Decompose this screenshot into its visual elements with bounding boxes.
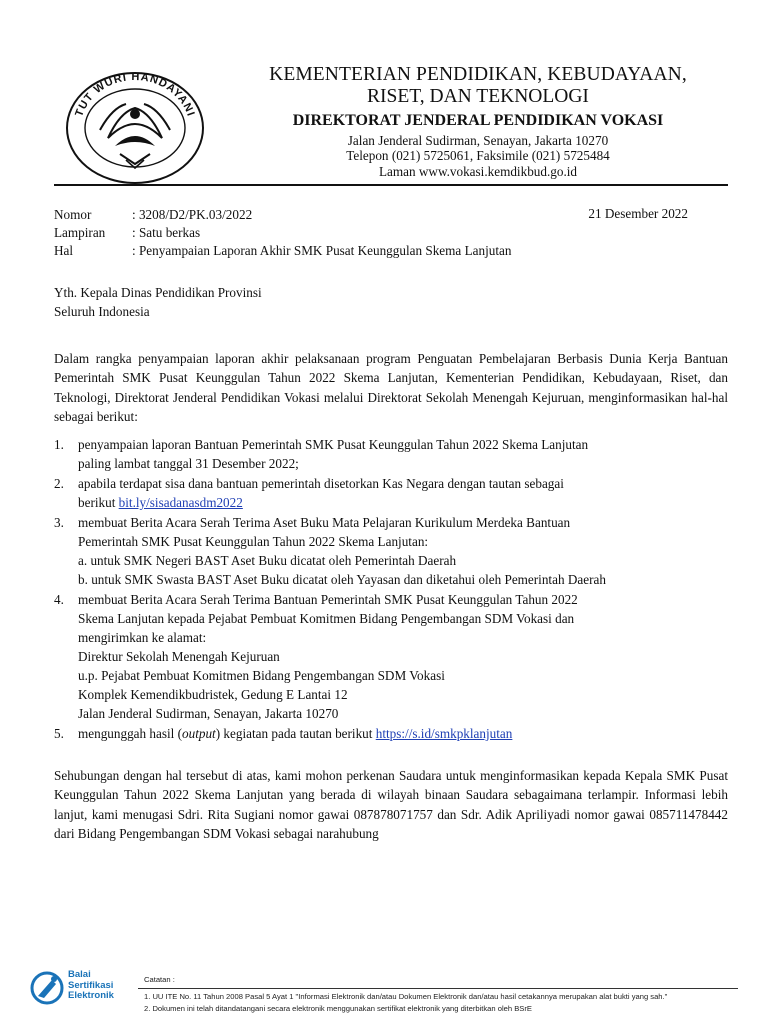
letterhead-website: Laman www.vokasi.kemdikbud.go.id <box>378 164 578 179</box>
item-5-output: output <box>182 726 216 741</box>
lampiran-value: : Satu berkas <box>132 225 201 240</box>
letterhead-address: Jalan Jenderal Sudirman, Senayan, Jakarta 10270 <box>347 133 609 148</box>
footer-catatan: Catatan : <box>144 975 175 984</box>
upload-link[interactable]: https://s.id/smkpklanjutan <box>375 726 513 741</box>
nomor-label: Nomor <box>54 207 92 222</box>
ministry-name-line2: RISET, DAN TEKNOLOGI <box>367 86 589 107</box>
recipient-line2: Seluruh Indonesia <box>54 304 150 319</box>
bse-line1: Balai <box>68 969 91 980</box>
lampiran-label: Lampiran <box>54 225 106 240</box>
item-4-number: 4. <box>54 592 64 607</box>
item-4-line5: u.p. Pejabat Pembuat Komitmen Bidang Pengembangan SDM Vokasi <box>78 668 445 683</box>
item-2-line2 <box>78 495 243 511</box>
item-5-line1 <box>78 726 512 742</box>
item-4-line3: mengirimkan ke alamat: <box>78 630 207 645</box>
letterhead-phone: Telepon (021) 5725061, Faksimile (021) 5725484 <box>346 148 610 163</box>
hal-value: : Penyampaian Laporan Akhir SMK Pusat Keunggulan Skema Lanjutan <box>132 243 512 258</box>
item-4-line6: Komplek Kemendikbudristek, Gedung E Lantai 12 <box>78 687 348 702</box>
item-3-line1: membuat Berita Acara Serah Terima Aset Buku Mata Pelajaran Kurikulum Merdeka Bantuan <box>78 515 571 530</box>
footer-note-1: 1. UU ITE No. 11 Tahun 2008 Pasal 5 Ayat 1 "Informasi Elektronik dan/atau Dokumen Elektronik dan/atau hasil cetakannya merupakan alat bukti yang sah." <box>144 992 668 1001</box>
letter-date: 21 Desember 2022 <box>588 206 688 221</box>
closing-paragraph: Sehubungan dengan hal tersebut di atas, kami mohon perkenan Saudara untuk menginformasikan kepada Kepala SMK Pusat Keunggulan Tahun 2022 Skema Lanjutan yang berada di wilayah binaan Saudara sebagaimana terlampir. Informasi lebih lanjut, kami menugasi Sdri. Rita Sugiani nomor gawai 087878071757 dan Sdr. Adik Apriliyadi nomor gawai 085711478442 dari Bidang Pengembangan SDM Vokasi sebagai narahubung <box>54 768 728 841</box>
sisa-dana-link[interactable]: bit.ly/sisadanasdm2022 <box>118 495 243 510</box>
item-4-line7: Jalan Jenderal Sudirman, Senayan, Jakarta 10270 <box>78 706 339 721</box>
tut-wuri-handayani-logo <box>60 68 210 186</box>
intro-paragraph: Dalam rangka penyampaian laporan akhir pelaksanaan program Penguatan Pembelajaran Berbasis Dunia Kerja Bantuan Pemerintah SMK Pusat Keunggulan Tahun 2022 Skema Lanjutan, Kementerian Pendidikan, Kebudayaan, Riset, dan Teknologi, Direktorat Jenderal Pendidikan Vokasi melalui Direktorat Sekolah Menengah Kejuruan, menginformasikan hal-hal sebagai berikut: <box>54 351 728 424</box>
bse-line2: Sertifikasi <box>68 979 114 991</box>
item-2-line1: apabila terdapat sisa dana bantuan pemerintah disetorkan Kas Negara dengan tautan sebagai <box>78 476 564 491</box>
ministry-name-line1: KEMENTERIAN PENDIDIKAN, KEBUDAYAAN, <box>269 64 687 85</box>
item-1-number: 1. <box>54 437 64 452</box>
logo-motto: TUT WURI HANDAYANI <box>73 70 197 119</box>
item-2-number: 2. <box>54 476 64 491</box>
item-4-line1: membuat Berita Acara Serah Terima Bantuan Pemerintah SMK Pusat Keunggulan Tahun 2022 <box>78 592 578 607</box>
bse-line3: Elektronik <box>68 990 114 1001</box>
directorate-name: DIREKTORAT JENDERAL PENDIDIKAN VOKASI <box>292 112 664 129</box>
item-2-prefix: berikut <box>78 495 119 510</box>
item-3-sub-a: a. untuk SMK Negeri BAST Aset Buku dicatat oleh Pemerintah Daerah <box>78 553 457 568</box>
footer-note-2: 2. Dokumen ini telah ditandatangani secara elektronik menggunakan sertifikat elektronik yang diterbitkan oleh BSrE <box>144 1004 532 1013</box>
item-5-post: ) kegiatan pada tautan berikut <box>215 726 376 741</box>
bse-logo <box>30 966 64 1010</box>
hal-label: Hal <box>54 243 74 258</box>
item-5-number: 5. <box>54 726 64 741</box>
letterhead-divider <box>54 184 728 186</box>
item-1-line1: penyampaian laporan Bantuan Pemerintah SMK Pusat Keunggulan Tahun 2022 Skema Lanjutan <box>78 437 589 452</box>
item-3-sub-b: b. untuk SMK Swasta BAST Aset Buku dicatat oleh Yayasan dan diketahui oleh Pemerintah Daerah <box>78 572 606 587</box>
item-1-line2: paling lambat tanggal 31 Desember 2022; <box>78 456 299 471</box>
recipient-line1: Yth. Kepala Dinas Pendidikan Provinsi <box>54 285 262 300</box>
item-4-line4: Direktur Sekolah Menengah Kejuruan <box>78 649 280 664</box>
item-3-number: 3. <box>54 515 64 530</box>
item-3-line2: Pemerintah SMK Pusat Keunggulan Tahun 2022 Skema Lanjutan: <box>78 534 429 549</box>
item-4-line2: Skema Lanjutan kepada Pejabat Pembuat Komitmen Bidang Pengembangan SDM Vokasi dan <box>78 611 575 626</box>
bse-name <box>68 970 114 1002</box>
nomor-value: : 3208/D2/PK.03/2022 <box>132 207 253 222</box>
item-5-pre: mengunggah hasil ( <box>78 726 183 741</box>
footer-divider <box>138 988 738 989</box>
